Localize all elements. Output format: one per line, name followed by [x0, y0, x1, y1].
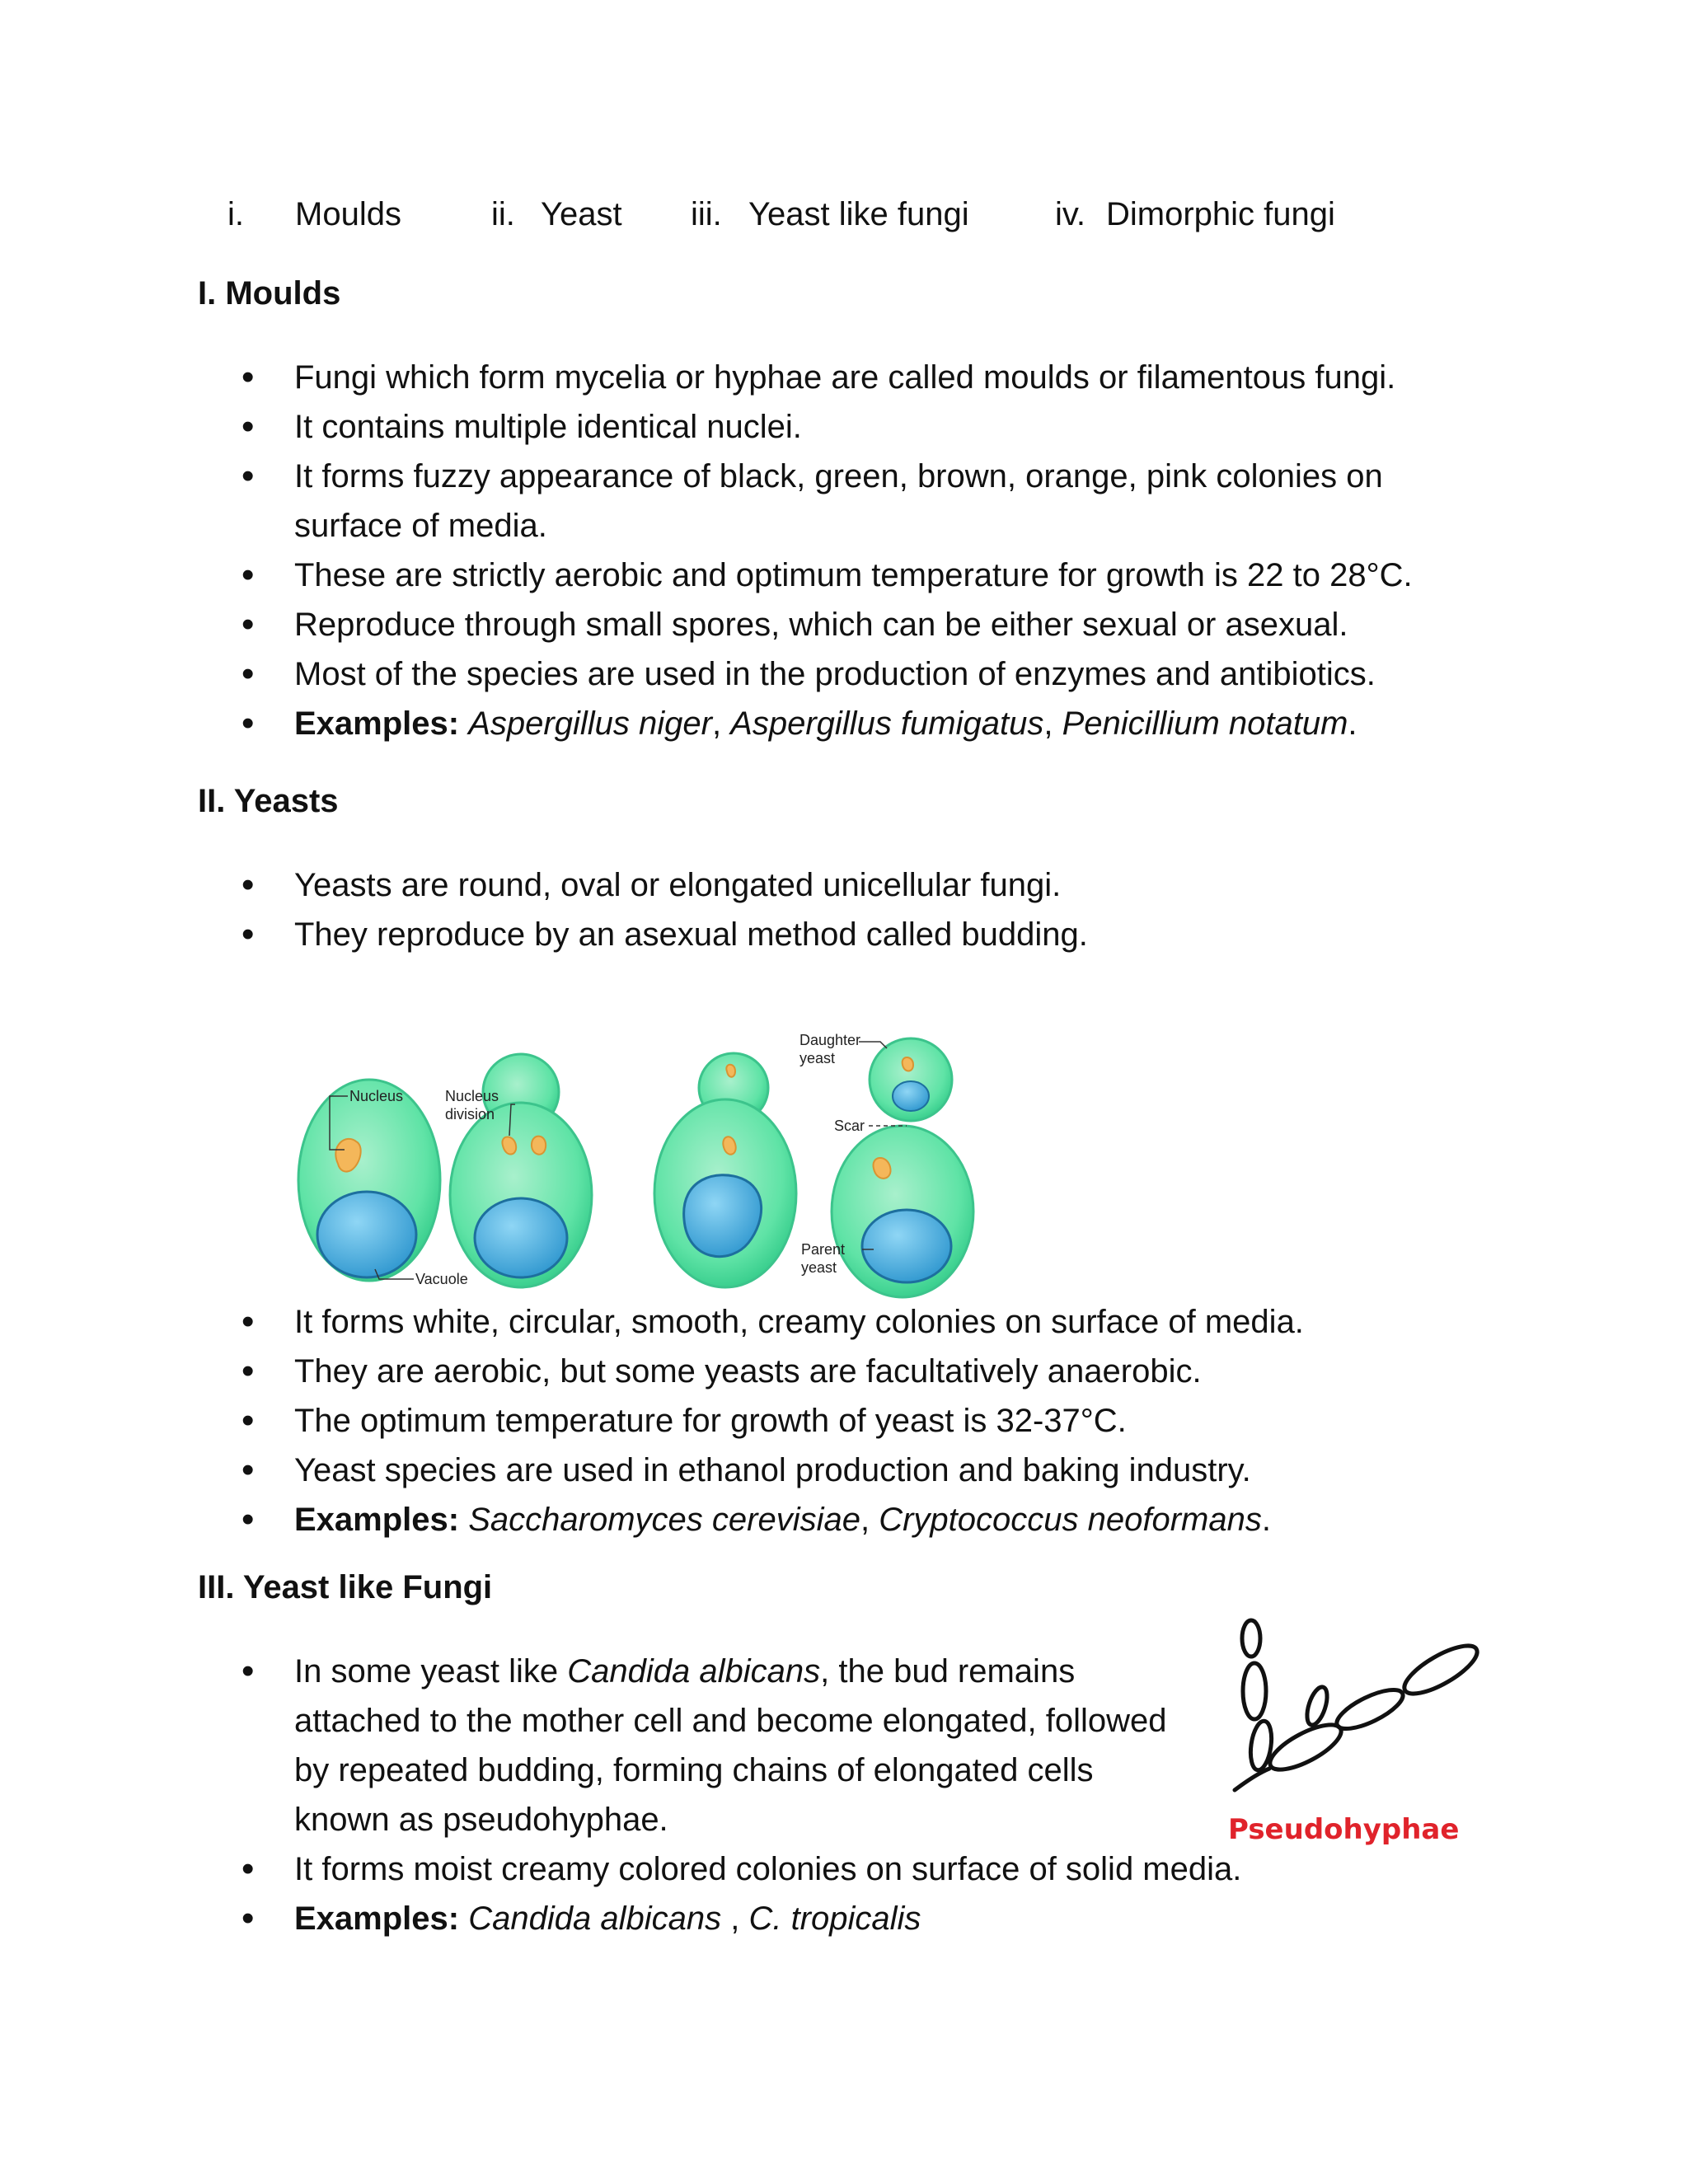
- nucleus-3a: [726, 1065, 735, 1077]
- vacuole-1: [317, 1192, 416, 1277]
- yeast-budding-diagram: [297, 972, 978, 1302]
- nucleus-2b: [532, 1137, 546, 1155]
- list-item: • It contains multiple identical nuclei.: [0, 402, 1688, 452]
- list-item: • Most of the species are used in the production of enzymes and antibiotics.: [0, 649, 1688, 699]
- yeasts-bullet-list-1: [0, 860, 1688, 959]
- label-nucleus-division-1: Nucleus: [445, 1088, 499, 1104]
- type-label-1: Moulds: [295, 196, 401, 232]
- daughter-nucleus: [903, 1057, 913, 1071]
- type-num-3: iii.: [691, 196, 722, 232]
- pseudohyphae-figure: [1220, 1615, 1492, 1854]
- list-item: • Reproduce through small spores, which can be either sexual or asexual.: [0, 600, 1688, 649]
- pseudo-stem: [1235, 1769, 1269, 1790]
- pseudohyphae-diagram: [1220, 1615, 1492, 1821]
- daughter-vacuole: [893, 1081, 929, 1111]
- daughter-leader: [859, 1042, 887, 1048]
- moulds-examples: • Examples: Aspergillus niger, Aspergillus fumigatus, Penicillium notatum.: [0, 699, 1688, 748]
- yeast-budding-figure: [297, 972, 978, 1302]
- label-parent-2: yeast: [801, 1259, 837, 1276]
- type-label-3: Yeast like fungi: [748, 196, 969, 232]
- moulds-heading: I. Moulds: [198, 275, 341, 312]
- list-item: • It forms white, circular, smooth, creamy colonies on surface of media.: [0, 1297, 1688, 1347]
- pseudo-cell-top: [1242, 1620, 1260, 1657]
- pseudo-cell-chain-2: [1398, 1637, 1484, 1702]
- list-item: • It forms moist creamy colored colonies on surface of solid media.: [0, 1844, 1688, 1894]
- list-item: • These are strictly aerobic and optimum temperature for growth is 22 to 28°C.: [0, 551, 1688, 600]
- list-item: • Yeasts are round, oval or elongated unicellular fungi.: [0, 860, 1688, 910]
- list-item: • Yeast species are used in ethanol production and baking industry.: [0, 1446, 1688, 1495]
- list-item: • They are aerobic, but some yeasts are facultatively anaerobic.: [0, 1347, 1688, 1396]
- yeast-like-examples: • Examples: Candida albicans , C. tropicalis: [0, 1894, 1688, 1943]
- nucleus-3b: [723, 1137, 735, 1154]
- parent-vacuole: [862, 1210, 951, 1282]
- yeasts-examples: • Examples: Saccharomyces cerevisiae, Cryptococcus neoformans.: [0, 1495, 1688, 1544]
- yeasts-heading: II. Yeasts: [198, 783, 339, 819]
- yeasts-bullet-list-2: [0, 1297, 1688, 1544]
- pseudo-branch-bud: [1303, 1685, 1331, 1727]
- label-scar: Scar: [834, 1118, 865, 1134]
- fungi-types-list: [0, 196, 1688, 246]
- label-daughter-1: Daughter: [799, 1032, 861, 1048]
- pseudo-cell-mid: [1243, 1663, 1266, 1719]
- type-label-4: Dimorphic fungi: [1106, 196, 1335, 232]
- pseudohyphae-label: Pseudohyphae: [1228, 1813, 1460, 1846]
- vacuole-2: [475, 1198, 567, 1277]
- label-vacuole: Vacuole: [415, 1271, 468, 1287]
- label-daughter-2: yeast: [799, 1050, 836, 1066]
- pseudo-cell-base: [1264, 1716, 1348, 1778]
- moulds-bullet-list: [0, 353, 1688, 748]
- pseudo-cell-chain-1: [1332, 1682, 1408, 1736]
- type-num-4: iv.: [1055, 196, 1086, 232]
- type-label-2: Yeast: [541, 196, 622, 232]
- list-item: • The optimum temperature for growth of yeast is 32-37°C.: [0, 1396, 1688, 1446]
- label-nucleus: Nucleus: [349, 1088, 404, 1104]
- parent-nucleus: [873, 1158, 890, 1179]
- list-item: • In some yeast like Candida albicans, the bud remains attached to the mother cell and become elongated, followed by repeated budding, forming chains of elongated cells known as pseudohyphae.: [0, 1647, 1688, 1844]
- list-item: • It forms fuzzy appearance of black, green, brown, orange, pink colonies on surface of media.: [0, 452, 1688, 551]
- type-num-1: i.: [227, 196, 244, 232]
- yeast-like-heading: III. Yeast like Fungi: [198, 1569, 493, 1605]
- label-parent-1: Parent: [801, 1241, 846, 1258]
- type-num-2: ii.: [491, 196, 515, 232]
- list-item: • Fungi which form mycelia or hyphae are called moulds or filamentous fungi.: [0, 353, 1688, 402]
- label-nucleus-division-2: division: [445, 1106, 495, 1122]
- list-item: • They reproduce by an asexual method called budding.: [0, 910, 1688, 959]
